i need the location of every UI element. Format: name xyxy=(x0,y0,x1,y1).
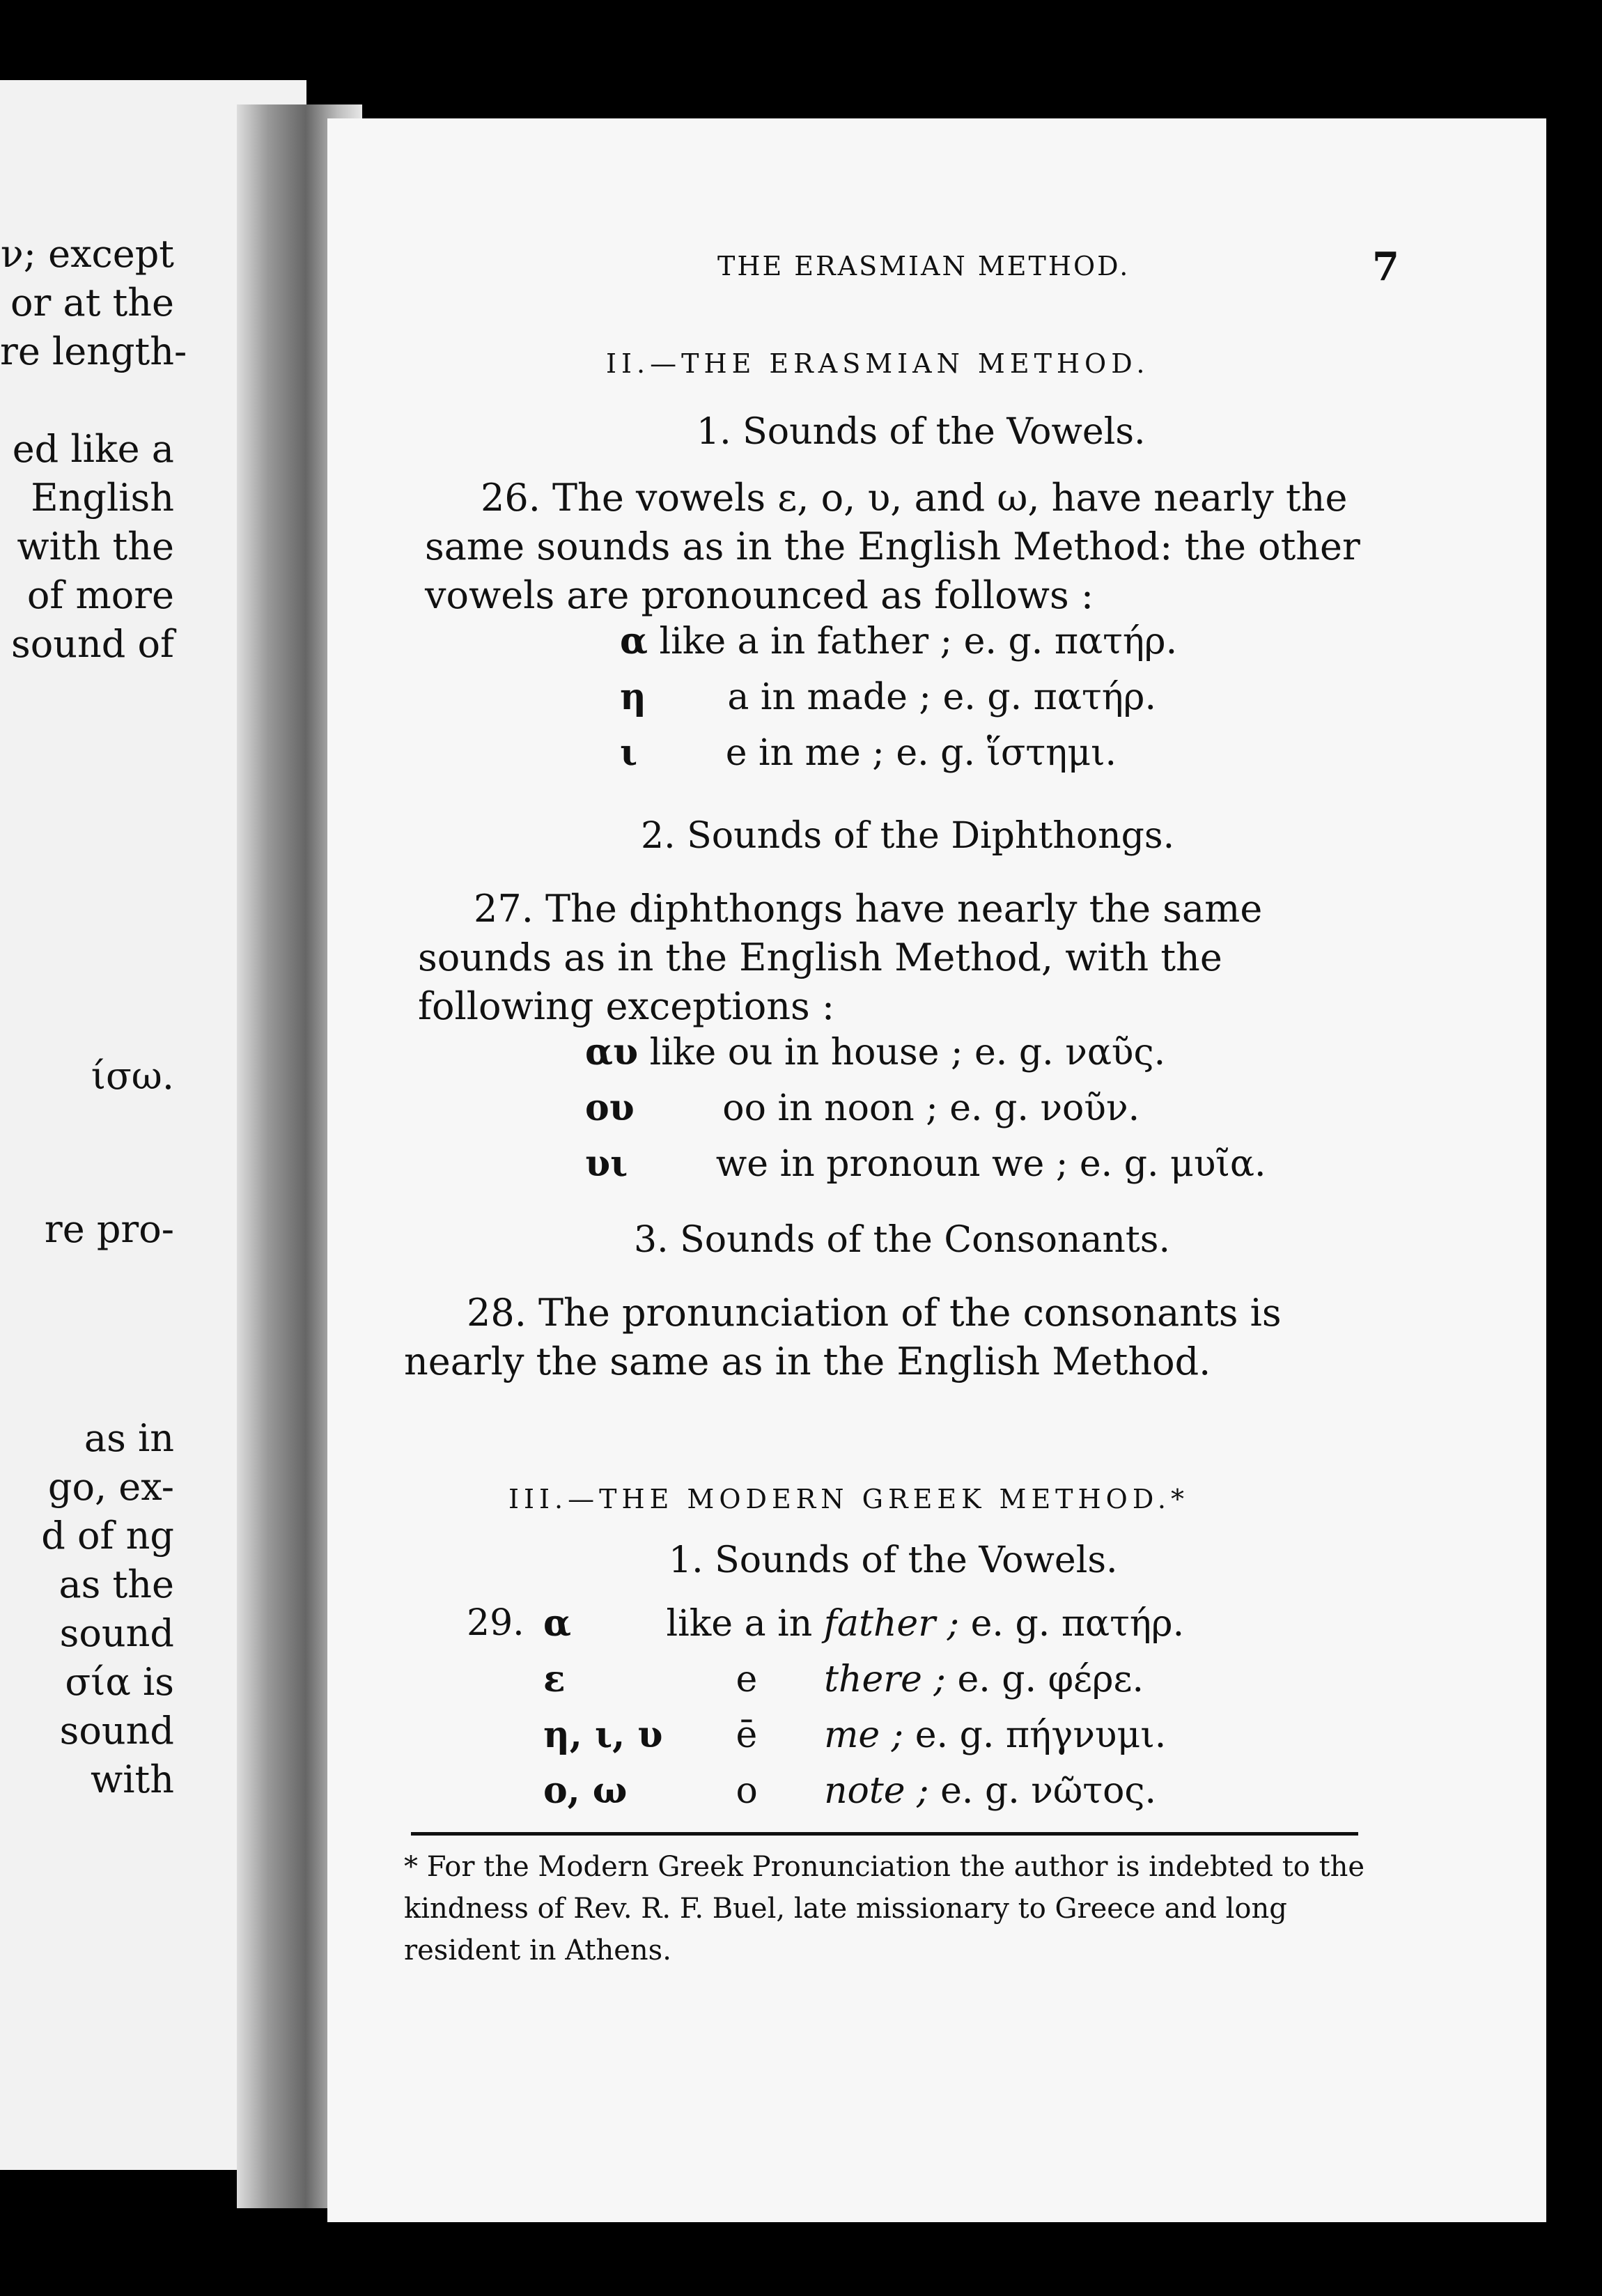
paragraph-28: 28. The pronunciation of the consonants is nearly the same as in the English Method. xyxy=(404,1291,1282,1383)
left-page-fragment: with the xyxy=(17,525,174,568)
footnote-rule xyxy=(411,1832,1358,1836)
left-page-fragment: σία is xyxy=(65,1660,174,1704)
left-page-fragment: ν; except xyxy=(0,232,174,276)
consonants-subheading: 3. Sounds of the Consonants. xyxy=(634,1219,1170,1261)
modern-vowels-subheading: 1. Sounds of the Vowels. xyxy=(669,1539,1118,1581)
paragraph-26: 26. The vowels ε, ο, υ, and ω, have nearly the same sounds as in the English Method: the other vowels are pronounced as follows : xyxy=(425,476,1360,617)
left-page-fragment: ίσω. xyxy=(91,1054,174,1098)
left-page-fragment: sound xyxy=(59,1709,174,1753)
vowel-row: ι e in me ; e. g. ἵστημι. xyxy=(620,731,1117,774)
right-page xyxy=(327,118,1546,2222)
left-page-fragment: or at the xyxy=(10,281,174,325)
left-page-fragment: re length- xyxy=(0,329,187,373)
vowel-row: α like a in father ; e. g. πατήρ. xyxy=(620,620,1178,662)
left-page-fragment: ed like a xyxy=(12,427,174,471)
modern-heading: III.—THE MODERN GREEK METHOD.* xyxy=(508,1484,1190,1514)
left-page-fragment: sound xyxy=(59,1611,174,1655)
modern-row: η, ι, υ ē me ; e. g. πήγνυμι. xyxy=(543,1714,1167,1756)
diphthongs-subheading: 2. Sounds of the Diphthongs. xyxy=(641,815,1175,857)
modern-row: ο, ω o note ; e. g. νῶτος. xyxy=(543,1769,1157,1812)
left-page-fragment: as the xyxy=(59,1562,174,1606)
left-page-fragment: go, ex- xyxy=(47,1465,174,1509)
modern-row: ε e there ; e. g. φέρε. xyxy=(543,1658,1144,1700)
left-page-fragment: d of ng xyxy=(41,1514,174,1558)
modern-row: α like a in father ; e. g. πατήρ. xyxy=(543,1602,1185,1645)
diphthong-row: υι we in pronoun we ; e. g. μυῖα. xyxy=(585,1142,1266,1185)
left-page-fragment: with xyxy=(91,1758,174,1801)
page-number: 7 xyxy=(1372,244,1399,290)
left-page-fragment: re pro- xyxy=(44,1207,174,1251)
left-page-fragment: English xyxy=(31,476,174,520)
diphthong-row: ου oo in noon ; e. g. νοῦν. xyxy=(585,1087,1140,1129)
vowel-row: η a in made ; e. g. πατήρ. xyxy=(620,676,1156,718)
modern-number: 29. xyxy=(467,1602,524,1644)
running-head: THE ERASMIAN METHOD. xyxy=(717,251,1130,281)
erasmian-heading: II.—THE ERASMIAN METHOD. xyxy=(606,348,1150,379)
footnote: * For the Modern Greek Pronunciation the author is indebted to the kindness of Rev. R. F. Buel, late missionary to Greece and long resident in Athens. xyxy=(404,1851,1365,1967)
diphthong-row: αυ like ou in house ; e. g. ναῦς. xyxy=(585,1031,1166,1073)
left-page-fragment: as in xyxy=(84,1416,174,1460)
paragraph-27: 27. The diphthongs have nearly the same sounds as in the English Method, with the following exceptions : xyxy=(418,887,1263,1028)
left-page-fragment: sound of xyxy=(10,622,174,666)
vowels-subheading: 1. Sounds of the Vowels. xyxy=(697,411,1146,453)
left-page-fragment: of more xyxy=(26,573,174,617)
